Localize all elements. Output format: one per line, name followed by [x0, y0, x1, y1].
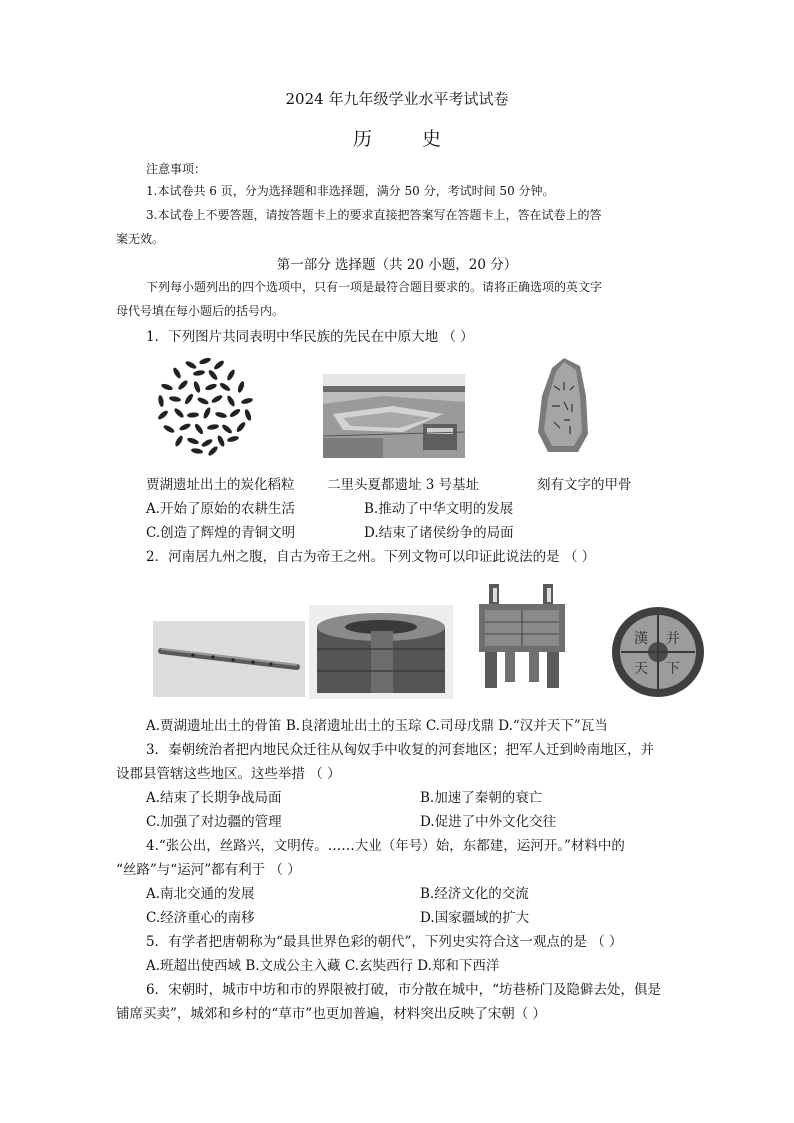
q3-stem-b: 设郡县管辖这些地区。这些举措 （ ）	[116, 766, 341, 782]
rice-grains-image	[153, 353, 257, 457]
q4-stem-a: 4.“张公出，丝路兴，文明传。……大业（年号）始，东都建，运河开。”材料中的	[146, 838, 625, 854]
simuwu-ding-image	[473, 582, 571, 690]
q1-option-d: D.结束了诸侯纷争的局面	[364, 525, 514, 541]
q1-option-b: B.推动了中华文明的发展	[364, 501, 514, 517]
wadang-char-3: 天	[634, 661, 648, 677]
q1-option-a: A.开始了原始的农耕生活	[146, 501, 296, 517]
wadang-char-2: 并	[666, 631, 680, 647]
oracle-bone-image	[534, 356, 590, 454]
q4-option-d: D.国家疆域的扩大	[420, 910, 530, 926]
notice-line-3a: 3.本试卷上不要答题，请按答题卡上的要求直接把答案写在答题卡上，答在试卷上的答	[146, 208, 602, 222]
section-intro-b: 母代号填在每小题后的括号内。	[116, 304, 285, 318]
q1-caption-erlitou: 二里头夏都遗址 3 号基址	[327, 477, 480, 493]
q1-option-c: C.创造了辉煌的青铜文明	[146, 525, 296, 541]
q4-option-b: B.经济文化的交流	[420, 886, 529, 902]
wadang-tile-image	[610, 605, 706, 699]
q5-options: A.班超出使西域 B.文成公主入藏 C.玄奘西行 D.郑和下西洋	[146, 958, 500, 974]
q3-option-b: B.加速了秦朝的衰亡	[420, 790, 543, 806]
jade-cong-image	[309, 605, 453, 699]
q1-caption-oracle: 刻有文字的甲骨	[537, 477, 632, 493]
q3-option-a: A.结束了长期争战局面	[146, 790, 282, 806]
section-intro-a: 下列每小题列出的四个选项中，只有一项是最符合题目要求的。请将正确选项的英文字	[146, 280, 603, 294]
bone-flute-image	[153, 621, 305, 697]
notice-line-1: 1.本试卷共 6 页，分为选择题和非选择题，满分 50 分，考试时间 50 分钟。	[146, 184, 555, 198]
section-heading: 第一部分 选择题（共 20 小题，20 分）	[276, 257, 518, 273]
wadang-char-4: 下	[666, 661, 680, 677]
q1-caption-rice: 贾湖遗址出土的炭化稻粒	[146, 477, 295, 493]
q6-stem-b: 铺席买卖”，城郊和乡村的“草市”也更加普遍，材料突出反映了宋朝（ ）	[116, 1006, 546, 1022]
notice-heading: 注意事项：	[146, 162, 207, 176]
q4-option-a: A.南北交通的发展	[146, 886, 255, 902]
subject-title: 历 史	[352, 128, 464, 150]
erlitou-site-image	[323, 374, 465, 458]
notice-line-3b: 案无效。	[116, 232, 165, 246]
q4-option-c: C.经济重心的南移	[146, 910, 255, 926]
q3-option-d: D.促进了中外文化交往	[420, 814, 557, 830]
q6-stem-a: 6．宋朝时，城市中坊和市的界限被打破，市分散在城中，“坊巷桥门及隐僻去处，俱是	[146, 982, 661, 998]
q2-stem: 2．河南居九州之腹，自古为帝王之州。下列文物可以印证此说法的是 （ ）	[146, 549, 596, 565]
q2-options: A.贾湖遗址出土的骨笛 B.良渚遗址出土的玉琮 C.司母戊鼎 D.“汉并天下”瓦当	[146, 718, 608, 734]
q4-stem-b: “丝路”与“运河”都有利于 （ ）	[116, 862, 301, 878]
q5-stem: 5．有学者把唐朝称为“最具世界色彩的朝代”，下列史实符合这一观点的是 （ ）	[146, 934, 623, 950]
q1-stem: 1．下列图片共同表明中华民族的先民在中原大地 （ ）	[146, 329, 474, 345]
exam-title: 2024 年九年级学业水平考试试卷	[285, 90, 509, 108]
q3-stem-a: 3．秦朝统治者把内地民众迁往从匈奴手中收复的河套地区；把军人迁到岭南地区，并	[146, 742, 655, 758]
q3-option-c: C.加强了对边疆的管理	[146, 814, 282, 830]
wadang-char-1: 漢	[634, 631, 648, 647]
